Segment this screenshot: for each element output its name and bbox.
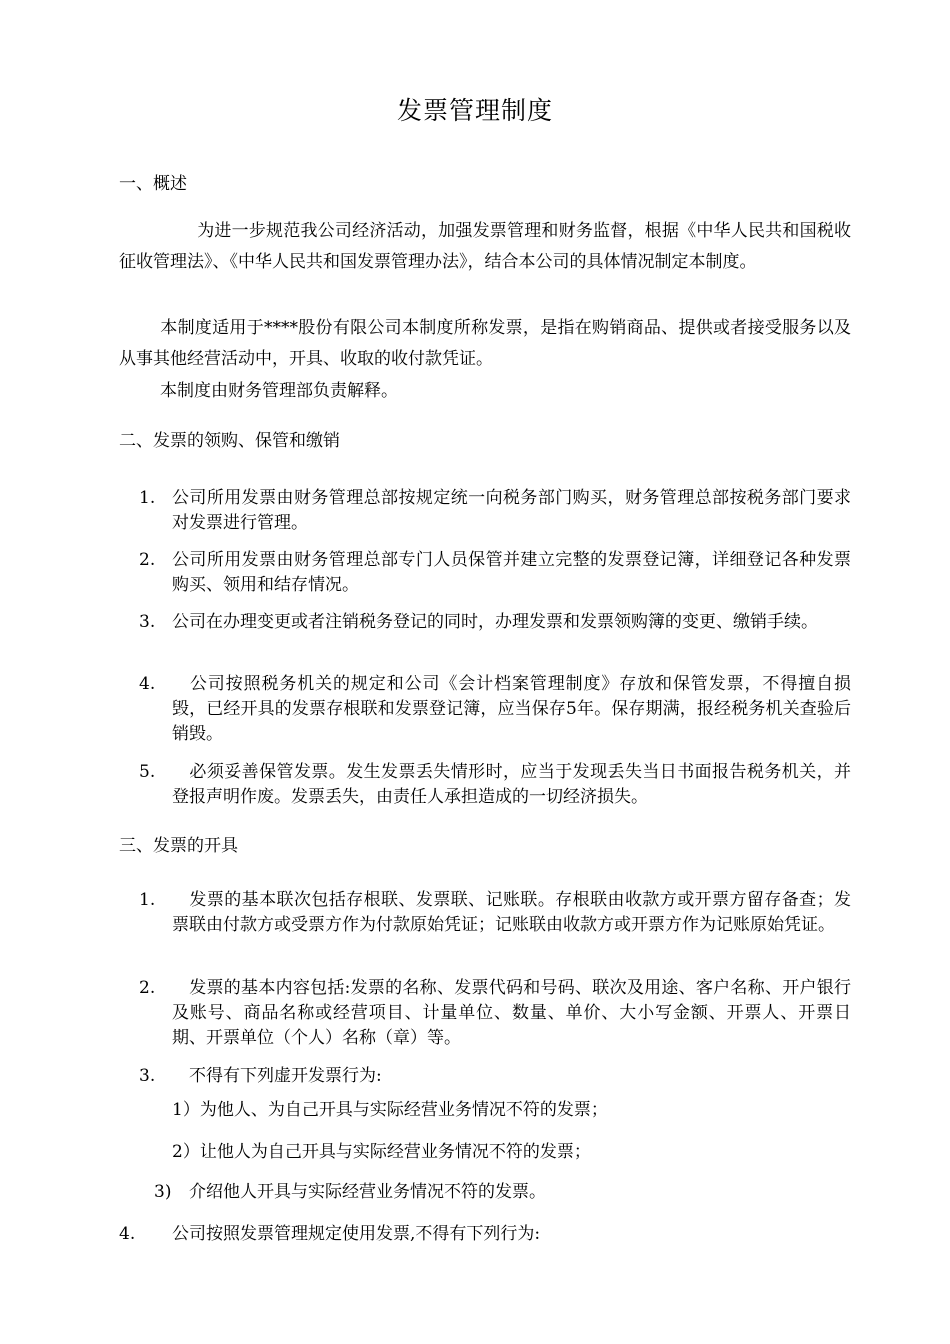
- list-number: 4.: [119, 1224, 136, 1244]
- list-item-body: [172, 672, 851, 747]
- list-item-text: 发票的基本联次包括存根联、发票联、记账联。存根联由收款方或开票方留存备查；发票联由付款方或受票方作为付款原始凭证；记账联由收款方或开票方作为记账原始凭证。: [172, 890, 851, 935]
- sub-list-item: [154, 1180, 546, 1205]
- sub-list-item-text: 让他人为自己开具与实际经营业务情况不符的发票；: [199, 1142, 591, 1162]
- list-item-text: 公司在办理变更或者注销税务登记的同时，办理发票和发票领购簿的变更、缴销手续。: [172, 612, 818, 632]
- sub-list-item-text: 为他人、为自己开具与实际经营业务情况不符的发票；: [199, 1100, 608, 1120]
- sub-list-item: [172, 1098, 608, 1123]
- paragraph-text: 本制度适用于****股份有限公司本制度所称发票，是指在购销商品、提供或者接受服务以及从事其他经营活动中，开具、收取的收付款凭证。: [119, 318, 851, 369]
- sub-list-number: 2）: [172, 1142, 200, 1162]
- list-number: 2.: [139, 550, 156, 570]
- paragraph: [119, 216, 851, 278]
- list-number: 3.: [139, 1066, 156, 1086]
- list-item-text: 必须妥善保管发票。发生发票丢失情形时，应当于发现丢失当日书面报告税务机关，并登报声明作废。发票丢失，由责任人承担造成的一切经济损失。: [172, 762, 851, 807]
- paragraph-text: 为进一步规范我公司经济活动，加强发票管理和财务监督，根据《中华人民共和国税收征收管理法》、《中华人民共和国发票管理办法》，结合本公司的具体情况制定本制度。: [119, 221, 851, 272]
- list-item-text: 公司按照发票管理规定使用发票,不得有下列行为:: [172, 1224, 541, 1244]
- list-item-text: 不得有下列虚开发票行为:: [189, 1066, 382, 1086]
- sub-list-item: [172, 1140, 591, 1165]
- section-heading-purchase: 二、发票的领购、保管和缴销: [119, 431, 340, 451]
- paragraph: [119, 376, 851, 407]
- list-item-text: 发票的基本内容包括:发票的名称、发票代码和号码、联次及用途、客户名称、开户银行及账号、商品名称或经营项目、计量单位、数量、单价、大小写金额、开票人、开票日期、开票单位（个人）名称（章）等。: [172, 978, 851, 1048]
- list-number: 5.: [139, 762, 156, 782]
- list-number: 3.: [139, 612, 156, 632]
- list-item-body: [172, 760, 851, 810]
- list-number: 1.: [139, 488, 156, 508]
- sub-list-item-text: 介绍他人开具与实际经营业务情况不符的发票。: [189, 1182, 546, 1202]
- sub-list-number: 3): [154, 1182, 172, 1202]
- paragraph: [119, 313, 851, 375]
- page-title: 发票管理制度: [396, 96, 553, 125]
- list-number: 4.: [139, 674, 156, 694]
- list-item-body: [172, 976, 851, 1051]
- list-item-body: [172, 1064, 851, 1089]
- list-item-text: 公司所用发票由财务管理总部按规定统一向税务部门购买，财务管理总部按税务部门要求对发票进行管理。: [172, 488, 851, 533]
- section-heading-issuing: 三、发票的开具: [119, 836, 238, 856]
- list-number: 1.: [139, 890, 156, 910]
- paragraph-text: 本制度由财务管理部负责解释。: [160, 381, 398, 401]
- list-item-body: [172, 888, 851, 938]
- sub-list-number: 1）: [172, 1100, 200, 1120]
- list-item-text: 公司所用发票由财务管理总部专门人员保管并建立完整的发票登记簿，详细登记各种发票购买、领用和结存情况。: [172, 550, 851, 595]
- section-heading-overview: 一、概述: [119, 174, 187, 194]
- list-number: 2.: [139, 978, 156, 998]
- list-item-text: 公司按照税务机关的规定和公司《会计档案管理制度》存放和保管发票，不得擅自损毁，已经开具的发票存根联和发票登记簿，应当保存5年。保存期满，报经税务机关查验后销毁。: [172, 674, 851, 744]
